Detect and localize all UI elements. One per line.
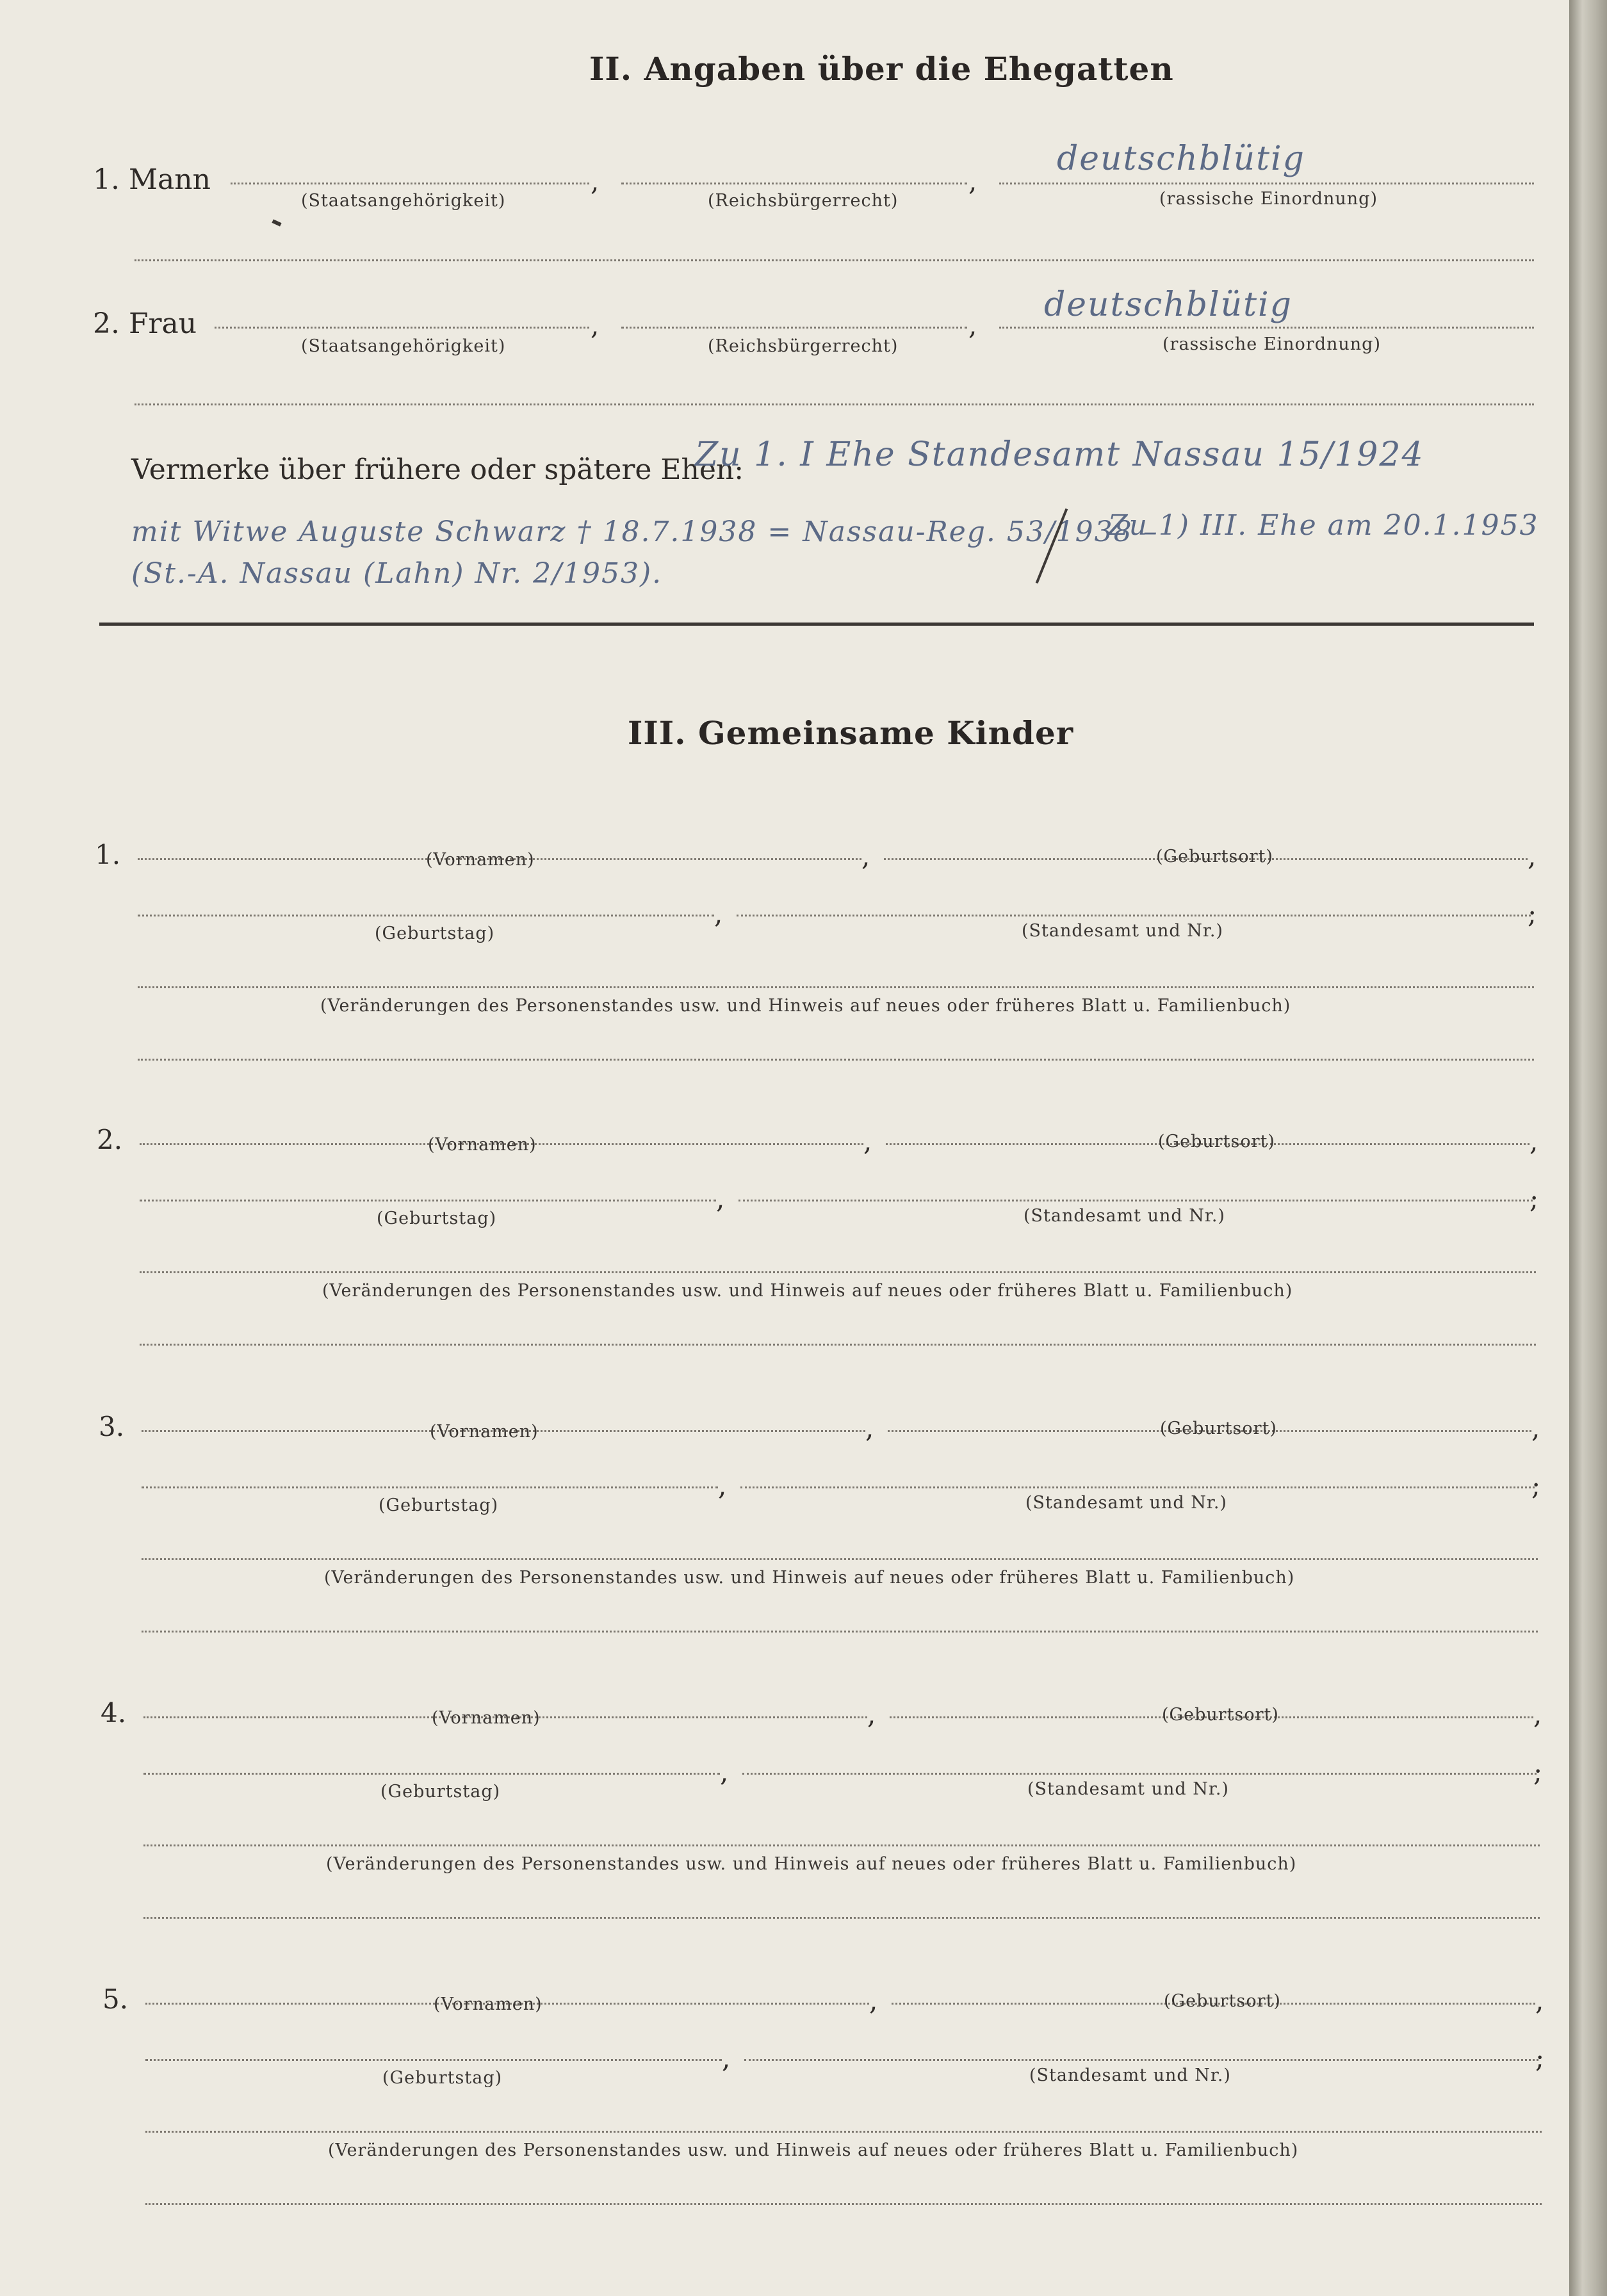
child-geburtstag-field[interactable]	[138, 915, 714, 916]
comma: ,	[718, 1470, 727, 1501]
child-cap-geburtstag: (Geburtstag)	[375, 924, 495, 943]
comma: ,	[591, 309, 600, 341]
comma: ,	[867, 1698, 876, 1730]
comma: ,	[1535, 1985, 1544, 2016]
mann-rasse-field[interactable]	[999, 183, 1534, 184]
child-standesamt-field[interactable]	[740, 1486, 1535, 1488]
comma: ,	[1528, 840, 1537, 872]
child-extra-line[interactable]	[145, 2203, 1542, 2205]
child-cap-standesamt: (Standesamt und Nr.)	[1027, 1779, 1229, 1799]
child-cap-geburtsort: (Geburtsort)	[1156, 847, 1273, 867]
child-standesamt-field[interactable]	[737, 915, 1531, 916]
child-geburtstag-field[interactable]	[145, 2059, 722, 2061]
vermerke-handwriting-line2: mit Witwe Auguste Schwarz † 18.7.1938 = Nassau-Reg. 53/1938 –	[131, 516, 1159, 548]
child-cap-geburtsort: (Geburtsort)	[1162, 1705, 1279, 1725]
vermerke-handwriting-line3: (St.-A. Nassau (Lahn) Nr. 2/1953).	[131, 557, 663, 590]
child-standesamt-field[interactable]	[744, 2059, 1538, 2061]
comma: ,	[968, 309, 977, 341]
comma: ,	[714, 898, 723, 929]
child-standesamt-field[interactable]	[742, 1773, 1537, 1775]
child-cap-veraenderungen: (Veränderungen des Personenstandes usw. und Hinweis auf neues oder früheres Blatt u. Familienbuch)	[320, 996, 1291, 1016]
mann-cap-rasse: (rassische Einordnung)	[1159, 189, 1378, 209]
mann-rasse-handwriting: deutschblütig	[1057, 140, 1305, 178]
child-geburtstag-field[interactable]	[143, 1773, 720, 1775]
section-2-title: II. Angaben über die Ehegatten	[589, 50, 1174, 88]
mann-cap-staat: (Staatsangehörigkeit)	[301, 191, 506, 211]
comma: ,	[869, 1985, 878, 2016]
child-cap-vornamen: (Vornamen)	[434, 1994, 542, 2014]
frau-extra-line[interactable]	[135, 403, 1534, 405]
semicolon: ;	[1535, 2042, 1545, 2074]
mann-reichsbuergerrecht-field[interactable]	[621, 183, 967, 184]
child-extra-line[interactable]	[138, 1059, 1534, 1061]
child-cap-geburtstag: (Geburtstag)	[382, 2068, 503, 2088]
child-cap-geburtsort: (Geburtsort)	[1158, 1132, 1275, 1152]
child-cap-veraenderungen: (Veränderungen des Personenstandes usw. und Hinweis auf neues oder früheres Blatt u. Familienbuch)	[328, 2140, 1299, 2160]
vermerke-handwriting-line1: Zu 1. I Ehe Standesamt Nassau 15/1924	[695, 436, 1424, 474]
frau-rasse-field[interactable]	[999, 327, 1534, 329]
frau-staatsangehoerigkeit-field[interactable]	[215, 327, 589, 329]
child-cap-standesamt: (Standesamt und Nr.)	[1022, 921, 1223, 941]
comma: ,	[1531, 1412, 1540, 1444]
child-cap-vornamen: (Vornamen)	[432, 1708, 541, 1728]
vermerke-label: Vermerke über frühere oder spätere Ehen:	[131, 453, 744, 486]
vermerke-handwriting-line2b: Zu 1) III. Ehe am 20.1.1953	[1108, 509, 1539, 542]
frau-cap-staat: (Staatsangehörigkeit)	[301, 336, 506, 356]
child-veraenderungen-field[interactable]	[143, 1844, 1540, 1846]
semicolon: ;	[1531, 1470, 1541, 1501]
frau-reichsbuergerrecht-field[interactable]	[621, 327, 967, 329]
semicolon: ;	[1528, 898, 1537, 929]
comma: ,	[865, 1412, 874, 1444]
child-cap-geburtstag: (Geburtstag)	[379, 1495, 499, 1515]
child-geburtstag-field[interactable]	[140, 1200, 716, 1201]
frau-cap-rasse: (rassische Einordnung)	[1162, 334, 1381, 354]
child-cap-veraenderungen: (Veränderungen des Personenstandes usw. und Hinweis auf neues oder früheres Blatt u. Familienbuch)	[324, 1568, 1295, 1588]
section-3-title: III. Gemeinsame Kinder	[628, 714, 1074, 752]
child-extra-line[interactable]	[140, 1344, 1536, 1346]
child-number: 2.	[97, 1124, 123, 1155]
child-cap-geburtstag: (Geburtstag)	[377, 1209, 497, 1228]
child-standesamt-field[interactable]	[738, 1200, 1533, 1201]
child-cap-standesamt: (Standesamt und Nr.)	[1025, 1493, 1227, 1513]
child-cap-standesamt: (Standesamt und Nr.)	[1029, 2065, 1231, 2085]
book-page-edge	[1569, 0, 1607, 2296]
comma: ,	[861, 840, 870, 872]
comma: ,	[1530, 1125, 1538, 1157]
mann-cap-reich: (Reichsbürgerrecht)	[708, 191, 899, 211]
child-cap-vornamen: (Vornamen)	[430, 1422, 539, 1442]
comma: ,	[722, 2042, 731, 2074]
child-cap-standesamt: (Standesamt und Nr.)	[1024, 1206, 1225, 1226]
child-geburtstag-field[interactable]	[142, 1486, 718, 1488]
child-number: 4.	[101, 1697, 127, 1729]
comma: ,	[863, 1125, 872, 1157]
child-number: 5.	[102, 1983, 129, 2015]
comma: ,	[968, 165, 977, 197]
child-number: 1.	[95, 839, 121, 870]
child-cap-veraenderungen: (Veränderungen des Personenstandes usw. und Hinweis auf neues oder früheres Blatt u. Familienbuch)	[322, 1281, 1293, 1301]
comma: ,	[591, 165, 600, 197]
mann-label: 1. Mann	[93, 163, 211, 196]
child-veraenderungen-field[interactable]	[140, 1271, 1536, 1273]
comma: ,	[720, 1756, 729, 1787]
semicolon: ;	[1533, 1756, 1543, 1787]
frau-cap-reich: (Reichsbürgerrecht)	[708, 336, 899, 356]
child-cap-geburtsort: (Geburtsort)	[1160, 1419, 1277, 1438]
section-divider	[99, 623, 1534, 626]
child-cap-vornamen: (Vornamen)	[428, 1135, 537, 1155]
child-number: 3.	[99, 1411, 125, 1442]
child-extra-line[interactable]	[142, 1631, 1538, 1632]
child-veraenderungen-field[interactable]	[145, 2131, 1542, 2133]
comma: ,	[716, 1183, 725, 1214]
semicolon: ;	[1530, 1183, 1539, 1214]
child-extra-line[interactable]	[143, 1917, 1540, 1919]
child-cap-vornamen: (Vornamen)	[426, 850, 535, 870]
child-cap-geburtstag: (Geburtstag)	[380, 1782, 501, 1802]
child-cap-geburtsort: (Geburtsort)	[1164, 1991, 1281, 2011]
child-cap-veraenderungen: (Veränderungen des Personenstandes usw. und Hinweis auf neues oder früheres Blatt u. Familienbuch)	[326, 1854, 1297, 1874]
child-veraenderungen-field[interactable]	[138, 986, 1534, 988]
ink-mark	[272, 219, 281, 226]
mann-staatsangehoerigkeit-field[interactable]	[231, 183, 589, 184]
child-veraenderungen-field[interactable]	[142, 1558, 1538, 1560]
frau-label: 2. Frau	[93, 307, 197, 340]
mann-extra-line[interactable]	[135, 259, 1534, 261]
frau-rasse-handwriting: deutschblütig	[1044, 286, 1293, 324]
comma: ,	[1533, 1698, 1542, 1730]
